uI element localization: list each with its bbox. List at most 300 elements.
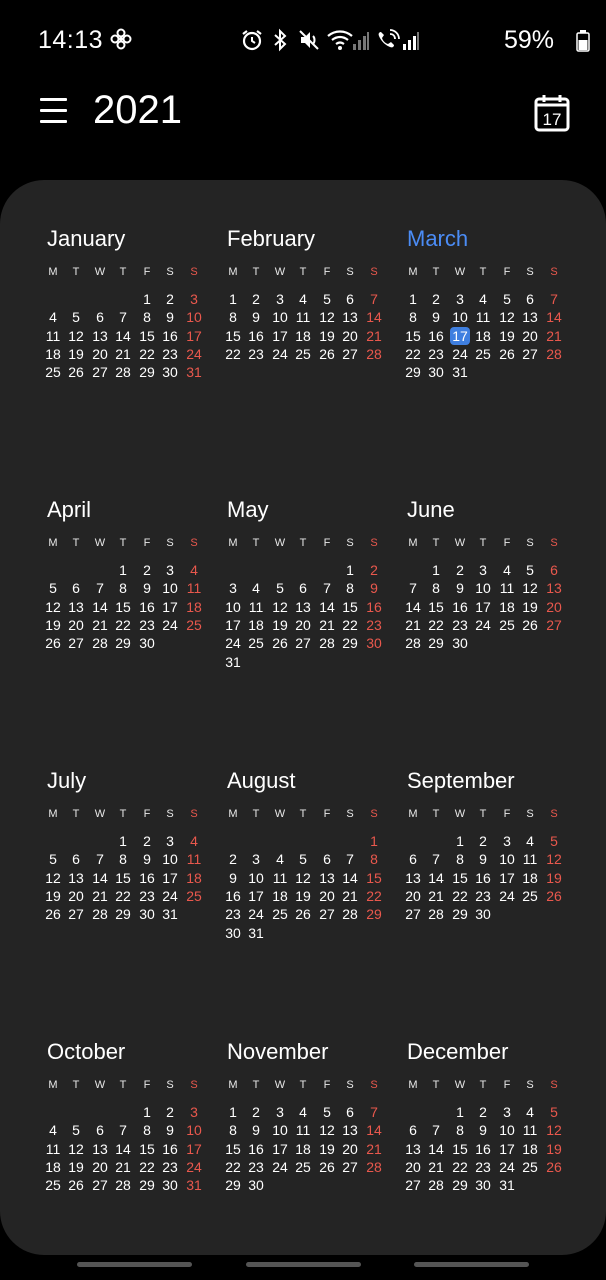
date-cell[interactable]: 15 — [115, 598, 131, 615]
date-cell[interactable]: 2 — [166, 291, 174, 307]
date-cell[interactable]: 1 — [143, 1104, 151, 1120]
date-cell[interactable]: 30 — [162, 364, 178, 381]
date-cell[interactable]: 29 — [139, 364, 155, 381]
date-cell[interactable]: 8 — [119, 851, 127, 868]
date-cell[interactable]: 15 — [405, 327, 421, 344]
date-cell[interactable]: 9 — [456, 580, 464, 597]
date-cell[interactable]: 31 — [248, 924, 264, 941]
date-cell[interactable]: 13 — [546, 580, 562, 597]
date-cell[interactable]: 3 — [166, 833, 174, 849]
date-cell[interactable]: 13 — [68, 598, 84, 615]
date-cell[interactable]: 29 — [366, 906, 382, 923]
date-cell[interactable]: 21 — [319, 616, 335, 633]
date-cell[interactable]: 7 — [323, 580, 331, 597]
date-cell[interactable]: 4 — [526, 1104, 534, 1120]
date-cell[interactable]: 30 — [139, 906, 155, 923]
date-cell[interactable]: 8 — [456, 851, 464, 868]
date-cell[interactable]: 8 — [456, 1122, 464, 1139]
date-cell[interactable]: 19 — [272, 616, 288, 633]
date-cell[interactable]: 12 — [68, 1140, 84, 1157]
date-cell[interactable]: 20 — [68, 616, 84, 633]
date-cell[interactable]: 15 — [452, 869, 468, 886]
date-cell[interactable]: 3 — [166, 562, 174, 578]
date-cell[interactable]: 5 — [550, 833, 558, 849]
date-cell[interactable]: 20 — [68, 887, 84, 904]
date-cell[interactable]: 15 — [366, 869, 382, 886]
date-cell[interactable]: 16 — [248, 1140, 264, 1157]
date-cell[interactable]: 1 — [229, 291, 237, 307]
date-cell[interactable]: 25 — [295, 345, 311, 362]
date-cell[interactable]: 30 — [475, 906, 491, 923]
date-cell[interactable]: 16 — [475, 1140, 491, 1157]
date-cell[interactable]: 23 — [475, 1158, 491, 1175]
date-cell[interactable]: 14 — [319, 598, 335, 615]
date-cell[interactable]: 16 — [428, 327, 444, 344]
date-cell[interactable]: 6 — [346, 291, 354, 307]
date-cell[interactable]: 14 — [428, 869, 444, 886]
date-cell[interactable]: 18 — [45, 1158, 61, 1175]
date-cell[interactable]: 27 — [342, 1158, 358, 1175]
date-cell[interactable]: 13 — [68, 869, 84, 886]
date-cell[interactable]: 8 — [409, 309, 417, 326]
date-cell[interactable]: 11 — [272, 869, 288, 886]
date-cell[interactable]: 27 — [405, 1177, 421, 1194]
date-cell[interactable]: 4 — [252, 580, 260, 597]
date-cell[interactable]: 26 — [499, 345, 515, 362]
date-cell[interactable]: 11 — [45, 327, 61, 344]
date-cell[interactable]: 17 — [499, 1140, 515, 1157]
date-cell[interactable]: 7 — [432, 1122, 440, 1139]
date-cell[interactable]: 30 — [475, 1177, 491, 1194]
date-cell[interactable]: 20 — [342, 327, 358, 344]
date-cell[interactable]: 6 — [96, 1122, 104, 1139]
date-cell[interactable]: 24 — [272, 345, 288, 362]
date-cell[interactable]: 27 — [342, 345, 358, 362]
date-cell[interactable]: 22 — [342, 616, 358, 633]
date-cell[interactable]: 16 — [162, 1140, 178, 1157]
date-cell[interactable]: 19 — [546, 1140, 562, 1157]
date-cell[interactable]: 22 — [225, 1158, 241, 1175]
date-cell[interactable]: 16 — [139, 869, 155, 886]
date-cell[interactable]: 12 — [45, 598, 61, 615]
date-cell[interactable]: 13 — [342, 1122, 358, 1139]
date-cell[interactable]: 31 — [499, 1177, 515, 1194]
date-cell[interactable]: 27 — [92, 1177, 108, 1194]
date-cell[interactable]: 6 — [526, 291, 534, 307]
date-cell[interactable]: 23 — [428, 345, 444, 362]
month-february[interactable] — [221, 226, 391, 426]
date-cell[interactable]: 15 — [115, 869, 131, 886]
date-cell[interactable]: 28 — [546, 345, 562, 362]
date-cell[interactable]: 8 — [346, 580, 354, 597]
date-cell[interactable]: 22 — [139, 345, 155, 362]
date-cell[interactable]: 18 — [499, 598, 515, 615]
date-cell[interactable]: 8 — [143, 1122, 151, 1139]
date-cell[interactable]: 3 — [456, 291, 464, 307]
date-cell[interactable]: 25 — [475, 345, 491, 362]
date-cell[interactable]: 29 — [342, 635, 358, 652]
date-cell[interactable]: 11 — [295, 309, 311, 326]
date-cell[interactable]: 24 — [272, 1158, 288, 1175]
date-cell[interactable]: 27 — [522, 345, 538, 362]
date-cell[interactable]: 3 — [503, 833, 511, 849]
date-cell[interactable]: 9 — [166, 1122, 174, 1139]
date-cell[interactable]: 20 — [522, 327, 538, 344]
month-december[interactable] — [401, 1039, 571, 1239]
date-cell[interactable]: 23 — [162, 1158, 178, 1175]
date-cell[interactable]: 6 — [323, 851, 331, 868]
date-cell[interactable]: 22 — [405, 345, 421, 362]
date-cell[interactable]: 21 — [92, 887, 108, 904]
date-cell[interactable]: 20 — [319, 887, 335, 904]
date-cell[interactable]: 24 — [475, 616, 491, 633]
date-cell[interactable]: 22 — [115, 887, 131, 904]
date-cell[interactable]: 30 — [225, 924, 241, 941]
date-cell[interactable]: 10 — [452, 309, 468, 326]
month-january[interactable] — [41, 226, 211, 426]
date-cell[interactable]: 4 — [526, 833, 534, 849]
date-cell[interactable]: 26 — [319, 345, 335, 362]
date-cell[interactable]: 4 — [190, 562, 198, 578]
date-cell[interactable]: 28 — [366, 1158, 382, 1175]
date-cell[interactable]: 4 — [503, 562, 511, 578]
date-cell[interactable]: 21 — [405, 616, 421, 633]
date-cell[interactable]: 10 — [186, 1122, 202, 1139]
date-cell[interactable]: 16 — [452, 598, 468, 615]
date-cell[interactable]: 22 — [428, 616, 444, 633]
date-cell[interactable]: 19 — [45, 616, 61, 633]
date-cell[interactable]: 22 — [452, 887, 468, 904]
date-cell[interactable]: 23 — [248, 1158, 264, 1175]
date-cell[interactable]: 22 — [366, 887, 382, 904]
date-cell[interactable]: 11 — [45, 1140, 61, 1157]
date-cell[interactable]: 13 — [319, 869, 335, 886]
date-cell[interactable]: 3 — [252, 851, 260, 868]
date-cell[interactable]: 4 — [299, 1104, 307, 1120]
date-cell[interactable]: 30 — [452, 635, 468, 652]
date-cell[interactable]: 28 — [428, 906, 444, 923]
date-cell[interactable]: 25 — [45, 1177, 61, 1194]
date-cell[interactable]: 1 — [143, 291, 151, 307]
date-cell[interactable]: 26 — [546, 1158, 562, 1175]
month-april[interactable] — [41, 497, 211, 697]
date-cell[interactable]: 30 — [366, 635, 382, 652]
date-cell[interactable]: 19 — [319, 1140, 335, 1157]
date-cell[interactable]: 9 — [370, 580, 378, 597]
date-cell[interactable]: 17 — [499, 869, 515, 886]
date-cell[interactable]: 16 — [475, 869, 491, 886]
date-cell[interactable]: 24 — [225, 635, 241, 652]
date-cell[interactable]: 26 — [319, 1158, 335, 1175]
date-cell[interactable]: 14 — [92, 869, 108, 886]
date-cell[interactable]: 24 — [248, 906, 264, 923]
date-cell[interactable]: 7 — [119, 309, 127, 326]
date-cell[interactable]: 12 — [546, 1122, 562, 1139]
date-cell[interactable]: 6 — [409, 851, 417, 868]
date-cell[interactable]: 29 — [452, 1177, 468, 1194]
month-october[interactable] — [41, 1039, 211, 1239]
date-cell[interactable]: 28 — [405, 635, 421, 652]
date-cell[interactable]: 2 — [432, 291, 440, 307]
nav-home-handle[interactable] — [246, 1262, 361, 1267]
date-cell[interactable]: 14 — [115, 1140, 131, 1157]
date-cell[interactable]: 20 — [92, 1158, 108, 1175]
date-cell[interactable]: 14 — [92, 598, 108, 615]
date-cell[interactable]: 23 — [225, 906, 241, 923]
date-cell[interactable]: 1 — [456, 1104, 464, 1120]
date-cell[interactable]: 5 — [72, 309, 80, 326]
date-cell[interactable]: 13 — [405, 869, 421, 886]
date-cell[interactable]: 10 — [186, 309, 202, 326]
date-cell[interactable]: 26 — [45, 906, 61, 923]
date-cell[interactable]: 27 — [319, 906, 335, 923]
date-cell[interactable]: 13 — [295, 598, 311, 615]
date-cell[interactable]: 6 — [72, 851, 80, 868]
date-cell[interactable]: 17 — [272, 327, 288, 344]
date-cell[interactable]: 2 — [456, 562, 464, 578]
date-cell[interactable]: 8 — [229, 1122, 237, 1139]
date-cell[interactable]: 23 — [162, 345, 178, 362]
date-cell[interactable]: 4 — [479, 291, 487, 307]
date-cell[interactable]: 15 — [342, 598, 358, 615]
date-cell[interactable]: 25 — [248, 635, 264, 652]
hamburger-menu-icon[interactable] — [40, 98, 70, 128]
date-cell[interactable]: 23 — [248, 345, 264, 362]
date-cell[interactable]: 8 — [229, 309, 237, 326]
date-cell[interactable]: 31 — [186, 1177, 202, 1194]
date-cell[interactable]: 29 — [115, 635, 131, 652]
date-cell[interactable]: 20 — [92, 345, 108, 362]
date-cell[interactable]: 9 — [252, 1122, 260, 1139]
date-cell[interactable]: 20 — [342, 1140, 358, 1157]
date-cell[interactable]: 25 — [522, 1158, 538, 1175]
date-cell[interactable]: 9 — [166, 309, 174, 326]
date-cell[interactable]: 8 — [143, 309, 151, 326]
date-cell[interactable]: 1 — [409, 291, 417, 307]
date-cell[interactable]: 11 — [186, 580, 202, 597]
date-cell[interactable]: 22 — [225, 345, 241, 362]
date-cell[interactable]: 28 — [92, 635, 108, 652]
date-cell[interactable]: 18 — [295, 327, 311, 344]
date-cell[interactable]: 29 — [452, 906, 468, 923]
date-cell[interactable]: 28 — [366, 345, 382, 362]
date-cell[interactable]: 26 — [272, 635, 288, 652]
date-cell[interactable]: 8 — [432, 580, 440, 597]
date-cell[interactable]: 18 — [45, 345, 61, 362]
date-cell[interactable]: 5 — [323, 1104, 331, 1120]
date-cell[interactable]: 14 — [342, 869, 358, 886]
date-cell[interactable]: 17 — [272, 1140, 288, 1157]
date-cell[interactable]: 5 — [526, 562, 534, 578]
date-cell[interactable]: 10 — [162, 580, 178, 597]
date-cell[interactable]: 24 — [499, 887, 515, 904]
date-cell[interactable]: 15 — [139, 1140, 155, 1157]
date-cell[interactable]: 7 — [346, 851, 354, 868]
date-cell[interactable]: 15 — [225, 1140, 241, 1157]
today-date-cell[interactable]: 17 — [450, 327, 470, 345]
date-cell[interactable]: 18 — [186, 598, 202, 615]
date-cell[interactable]: 28 — [342, 906, 358, 923]
date-cell[interactable]: 6 — [409, 1122, 417, 1139]
date-cell[interactable]: 31 — [225, 653, 241, 670]
date-cell[interactable]: 20 — [546, 598, 562, 615]
date-cell[interactable]: 11 — [522, 851, 538, 868]
date-cell[interactable]: 27 — [68, 906, 84, 923]
date-cell[interactable]: 12 — [546, 851, 562, 868]
date-cell[interactable]: 14 — [366, 1122, 382, 1139]
date-cell[interactable]: 20 — [405, 887, 421, 904]
date-cell[interactable]: 23 — [139, 887, 155, 904]
date-cell[interactable]: 14 — [405, 598, 421, 615]
date-cell[interactable]: 14 — [428, 1140, 444, 1157]
date-cell[interactable]: 14 — [366, 309, 382, 326]
date-cell[interactable]: 26 — [522, 616, 538, 633]
date-cell[interactable]: 27 — [295, 635, 311, 652]
calendar-today-icon[interactable] — [534, 94, 572, 134]
date-cell[interactable]: 11 — [295, 1122, 311, 1139]
date-cell[interactable]: 24 — [186, 1158, 202, 1175]
date-cell[interactable]: 1 — [119, 833, 127, 849]
date-cell[interactable]: 21 — [366, 327, 382, 344]
date-cell[interactable]: 10 — [272, 1122, 288, 1139]
date-cell[interactable]: 25 — [186, 616, 202, 633]
date-cell[interactable]: 16 — [162, 327, 178, 344]
date-cell[interactable]: 4 — [190, 833, 198, 849]
date-cell[interactable]: 7 — [96, 580, 104, 597]
date-cell[interactable]: 25 — [45, 364, 61, 381]
date-cell[interactable]: 20 — [295, 616, 311, 633]
date-cell[interactable]: 16 — [366, 598, 382, 615]
date-cell[interactable]: 8 — [119, 580, 127, 597]
date-cell[interactable]: 9 — [479, 851, 487, 868]
date-cell[interactable]: 10 — [272, 309, 288, 326]
date-cell[interactable]: 4 — [49, 309, 57, 326]
date-cell[interactable]: 12 — [499, 309, 515, 326]
date-cell[interactable]: 3 — [479, 562, 487, 578]
date-cell[interactable]: 7 — [432, 851, 440, 868]
date-cell[interactable]: 29 — [428, 635, 444, 652]
date-cell[interactable]: 23 — [475, 887, 491, 904]
date-cell[interactable]: 29 — [225, 1177, 241, 1194]
date-cell[interactable]: 19 — [319, 327, 335, 344]
date-cell[interactable]: 6 — [299, 580, 307, 597]
date-cell[interactable]: 23 — [452, 616, 468, 633]
date-cell[interactable]: 1 — [119, 562, 127, 578]
date-cell[interactable]: 9 — [479, 1122, 487, 1139]
date-cell[interactable]: 13 — [405, 1140, 421, 1157]
month-march[interactable] — [401, 226, 571, 426]
date-cell[interactable]: 13 — [342, 309, 358, 326]
date-cell[interactable]: 24 — [162, 616, 178, 633]
date-cell[interactable]: 21 — [92, 616, 108, 633]
date-cell[interactable]: 21 — [546, 327, 562, 344]
date-cell[interactable]: 4 — [276, 851, 284, 868]
date-cell[interactable]: 27 — [92, 364, 108, 381]
date-cell[interactable]: 26 — [68, 1177, 84, 1194]
date-cell[interactable]: 3 — [229, 580, 237, 597]
date-cell[interactable]: 5 — [72, 1122, 80, 1139]
date-cell[interactable]: 12 — [68, 327, 84, 344]
date-cell[interactable]: 19 — [522, 598, 538, 615]
date-cell[interactable]: 18 — [272, 887, 288, 904]
date-cell[interactable]: 11 — [248, 598, 264, 615]
date-cell[interactable]: 14 — [115, 327, 131, 344]
date-cell[interactable]: 3 — [276, 291, 284, 307]
month-november[interactable] — [221, 1039, 391, 1239]
date-cell[interactable]: 9 — [229, 869, 237, 886]
date-cell[interactable]: 7 — [96, 851, 104, 868]
nav-back-handle[interactable] — [414, 1262, 529, 1267]
date-cell[interactable]: 27 — [405, 906, 421, 923]
date-cell[interactable]: 22 — [139, 1158, 155, 1175]
date-cell[interactable]: 15 — [428, 598, 444, 615]
date-cell[interactable]: 17 — [186, 1140, 202, 1157]
date-cell[interactable]: 1 — [432, 562, 440, 578]
date-cell[interactable]: 6 — [72, 580, 80, 597]
month-may[interactable] — [221, 497, 391, 697]
date-cell[interactable]: 18 — [248, 616, 264, 633]
date-cell[interactable]: 29 — [139, 1177, 155, 1194]
date-cell[interactable]: 21 — [342, 887, 358, 904]
date-cell[interactable]: 10 — [475, 580, 491, 597]
date-cell[interactable]: 10 — [225, 598, 241, 615]
date-cell[interactable]: 2 — [143, 833, 151, 849]
date-cell[interactable]: 26 — [295, 906, 311, 923]
date-cell[interactable]: 26 — [546, 887, 562, 904]
date-cell[interactable]: 12 — [319, 1122, 335, 1139]
date-cell[interactable]: 28 — [319, 635, 335, 652]
date-cell[interactable]: 1 — [456, 833, 464, 849]
date-cell[interactable]: 24 — [186, 345, 202, 362]
date-cell[interactable]: 2 — [166, 1104, 174, 1120]
date-cell[interactable]: 25 — [522, 887, 538, 904]
date-cell[interactable]: 23 — [139, 616, 155, 633]
date-cell[interactable]: 28 — [115, 1177, 131, 1194]
date-cell[interactable]: 18 — [186, 869, 202, 886]
date-cell[interactable]: 15 — [139, 327, 155, 344]
date-cell[interactable]: 16 — [248, 327, 264, 344]
date-cell[interactable]: 18 — [522, 1140, 538, 1157]
date-cell[interactable]: 17 — [162, 598, 178, 615]
date-cell[interactable]: 10 — [499, 1122, 515, 1139]
date-cell[interactable]: 19 — [68, 345, 84, 362]
date-cell[interactable]: 5 — [323, 291, 331, 307]
date-cell[interactable]: 1 — [370, 833, 378, 849]
date-cell[interactable]: 12 — [272, 598, 288, 615]
date-cell[interactable]: 5 — [503, 291, 511, 307]
date-cell[interactable]: 15 — [225, 327, 241, 344]
date-cell[interactable]: 25 — [186, 887, 202, 904]
date-cell[interactable]: 17 — [186, 327, 202, 344]
date-cell[interactable]: 27 — [546, 616, 562, 633]
date-cell[interactable]: 24 — [452, 345, 468, 362]
date-cell[interactable]: 13 — [522, 309, 538, 326]
date-cell[interactable]: 24 — [162, 887, 178, 904]
date-cell[interactable]: 9 — [143, 580, 151, 597]
date-cell[interactable]: 25 — [295, 1158, 311, 1175]
date-cell[interactable]: 26 — [45, 635, 61, 652]
date-cell[interactable]: 30 — [428, 364, 444, 381]
date-cell[interactable]: 7 — [409, 580, 417, 597]
date-cell[interactable]: 19 — [546, 869, 562, 886]
date-cell[interactable]: 4 — [299, 291, 307, 307]
date-cell[interactable]: 9 — [252, 309, 260, 326]
date-cell[interactable]: 12 — [45, 869, 61, 886]
date-cell[interactable]: 12 — [522, 580, 538, 597]
date-cell[interactable]: 21 — [428, 1158, 444, 1175]
month-august[interactable] — [221, 768, 391, 968]
date-cell[interactable]: 3 — [190, 291, 198, 307]
